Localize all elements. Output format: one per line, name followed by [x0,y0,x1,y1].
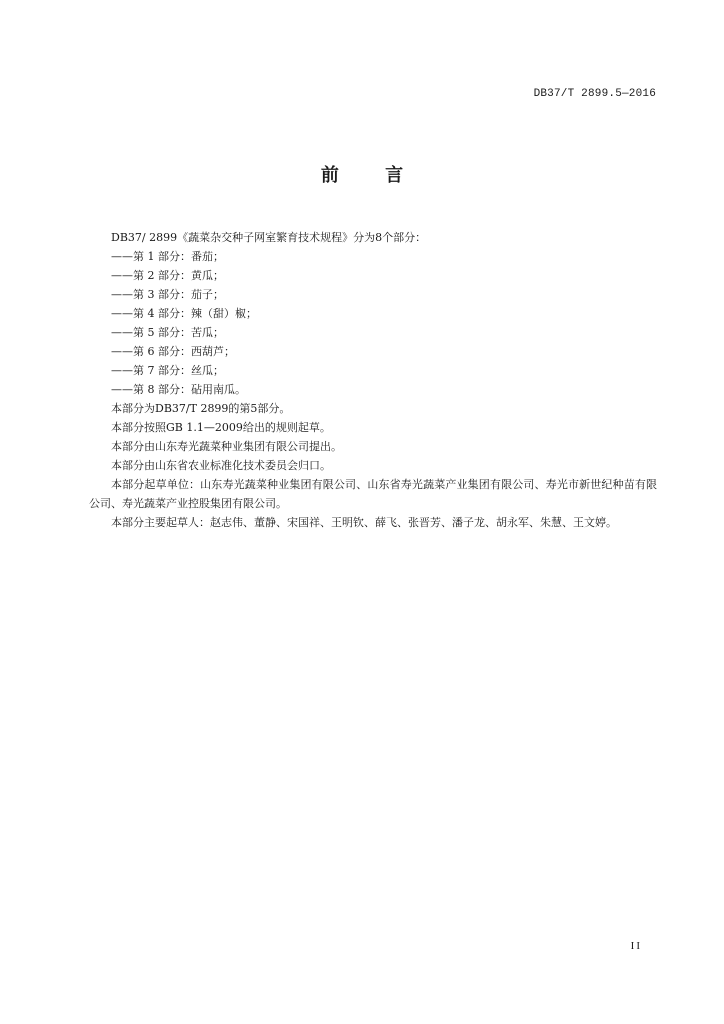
page-number: II [630,940,642,952]
foreword-content [89,228,657,532]
document-code: DB37/T 2899.5—2016 [533,88,656,100]
paragraph-centralized-unit: 本部分由山东省农业标准化技术委员会归口。 [111,459,331,472]
part-item: ——第 4 部分：辣（甜）椒； [111,307,257,320]
paragraph-drafting-units: 本部分起草单位：山东寿光蔬菜种业集团有限公司、山东省寿光蔬菜产业集团有限公司、寿光市新世纪种苗有限公司、寿光蔬菜产业控股集团有限公司。 [89,478,657,510]
paragraph-proposer: 本部分由山东寿光蔬菜种业集团有限公司提出。 [111,440,342,453]
part-item: ——第 6 部分：西葫芦； [111,345,235,358]
page-title: 前 言 [320,165,424,186]
part-item: ——第 2 部分：黄瓜； [111,269,224,282]
paragraph-drafters: 本部分主要起草人：赵志伟、董静、宋国祥、王明钦、薛飞、张晋芳、潘子龙、胡永军、朱慧、王文婷。 [111,516,617,529]
paragraph-drafting-rules: 本部分按照GB 1.1—2009给出的规则起草。 [111,421,331,434]
paragraph-part-statement: 本部分为DB37/T 2899的第5部分。 [111,402,291,415]
part-item: ——第 5 部分：苦瓜； [111,326,224,339]
part-item: ——第 3 部分：茄子； [111,288,224,301]
part-item: ——第 8 部分：砧用南瓜。 [111,383,246,396]
intro-line: DB37/ 2899《蔬菜杂交种子网室繁育技术规程》分为8个部分： [111,231,427,244]
part-item: ——第 7 部分：丝瓜； [111,364,224,377]
part-item: ——第 1 部分：番茄； [111,250,224,263]
